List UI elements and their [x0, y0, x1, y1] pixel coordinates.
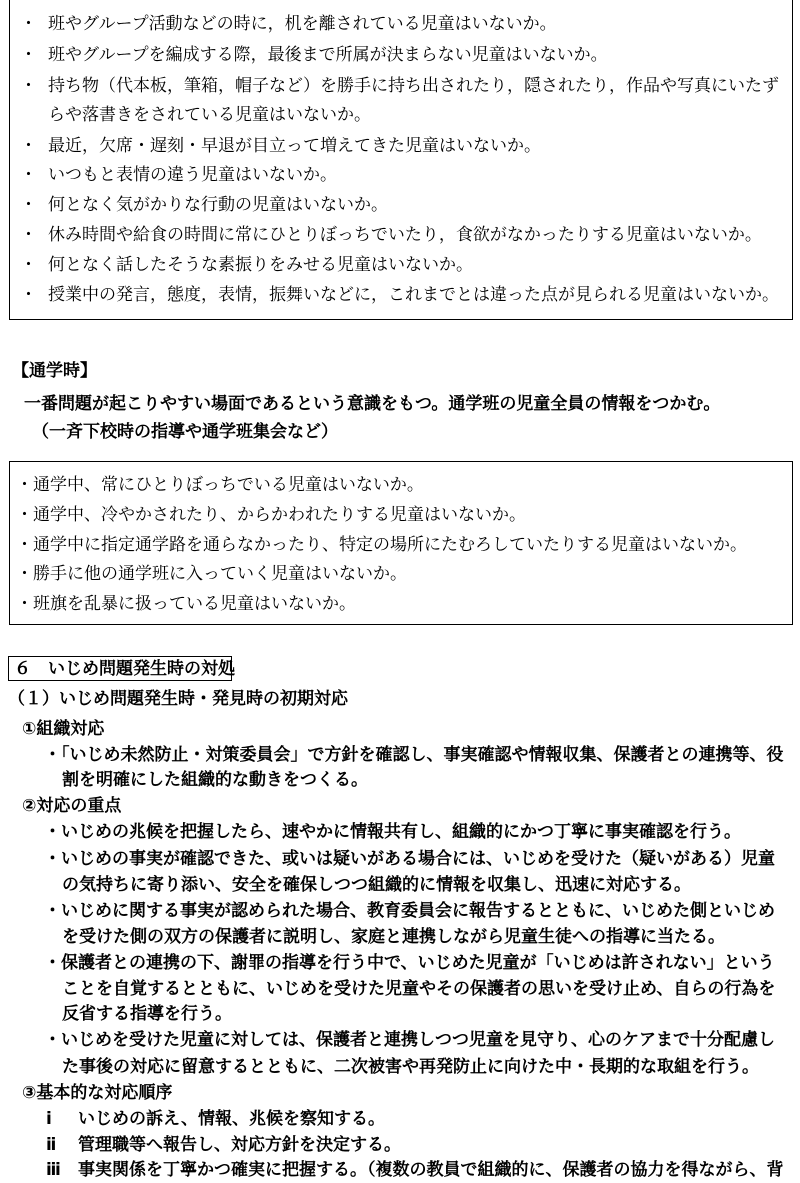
key-point-cont: の気持ちに寄り添い、安全を確保しつつ組織的に情報を収集し、迅速に対応する。 [62, 875, 691, 895]
list-item: 授業中の発言，態度，表情，振舞いなどに，これまでとは違った点が見られる児童はいないか。 [48, 285, 779, 305]
bullet: ・ [20, 165, 37, 185]
list-item: 何となく気がかりな行動の児童はいないか。 [48, 195, 388, 215]
bullet: ・ [20, 76, 37, 96]
commute-item: ・通学中、冷やかされたり、からかわれたりする児童はいないか。 [16, 505, 526, 525]
order-number: ⅰ [46, 1109, 52, 1129]
key-point: ・いじめを受けた児童に対しては、保護者と連携しつつ児童を見守り、心のケアまで十分配慮し [44, 1030, 775, 1050]
list-item-continued: らや落書きをされている児童はいないか。 [48, 105, 371, 125]
bullet: ・ [20, 136, 37, 156]
key-point: ・いじめの兆候を把握したら、速やかに情報共有し、組織的にかつ丁寧に事実確認を行う。 [44, 822, 741, 842]
list-item: 班やグループ活動などの時に，机を離されている児童はいないか。 [48, 14, 557, 34]
section-heading: ６ いじめ問題発生時の対処 [14, 659, 235, 679]
org-response-title: ①組織対応 [22, 719, 105, 739]
commute-item: ・勝手に他の通学班に入っていく児童はいないか。 [16, 564, 407, 584]
key-point-cont: た事後の対応に留意するとともに、二次被害や再発防止に向けた中・長期的な取組を行う。 [62, 1057, 759, 1077]
bullet: ・ [20, 45, 37, 65]
key-point-cont: を受けた側の双方の保護者に説明し、家庭と連携しながら児童生徒への指導に当たる。 [62, 927, 725, 947]
bullet: ・ [20, 14, 37, 34]
subsection-title: （１）いじめ問題発生時・発見時の初期対応 [8, 689, 348, 709]
key-point: ・いじめに関する事実が認められた場合、教育委員会に報告するとともに、いじめた側といじめ [44, 901, 775, 921]
commute-item: ・通学中に指定通学路を通らなかったり、特定の場所にたむろしていたりする児童はいないか。 [16, 535, 747, 555]
key-point-cont: 反省する指導を行う。 [62, 1004, 232, 1024]
list-item: 何となく話したそうな素振りをみせる児童はいないか。 [48, 255, 473, 275]
key-point: ・いじめの事実が確認できた、或いは疑いがある場合には、いじめを受けた（疑いがある）児童 [44, 849, 775, 869]
key-point: ・保護者との連携の下、謝罪の指導を行う中で、いじめた児童が「いじめは許されない」という [44, 953, 775, 973]
order-number: ⅲ [46, 1160, 61, 1180]
order-step: いじめの訴え、情報、兆候を察知する。 [78, 1109, 386, 1129]
commute-note: （一斉下校時の指導や通学班集会など） [32, 422, 338, 442]
list-item: いつもと表情の違う児童はいないか。 [48, 165, 337, 185]
list-item: 休み時間や給食の時間に常にひとりぼっちでいたり，食欲がなかったりする児童はいないか。 [48, 225, 762, 245]
commute-item: ・班旗を乱暴に扱っている児童はいないか。 [16, 594, 356, 614]
list-item: 最近，欠席・遅刻・早退が目立って増えてきた児童はいないか。 [48, 136, 541, 156]
commute-title: 【通学時】 [12, 361, 97, 381]
order-step: 管理職等へ報告し、対応方針を決定する。 [78, 1135, 401, 1155]
commute-item: ・通学中、常にひとりぼっちでいる児童はいないか。 [16, 475, 424, 495]
commute-intro: 一番問題が起こりやすい場面であるという意識をもつ。通学班の児童全員の情報をつかむ。 [24, 394, 721, 414]
org-response-text: ・「いじめ未然防止・対策委員会」で方針を確認し、事実確認や情報収集、保護者との連携等、役 [44, 745, 784, 765]
bullet: ・ [20, 195, 37, 215]
order-title: ③基本的な対応順序 [22, 1083, 173, 1103]
list-item: 持ち物（代本板，筆箱，帽子など）を勝手に持ち出されたり，隠されたり，作品や写真にいたず [48, 76, 779, 96]
bullet: ・ [20, 285, 37, 305]
order-step: 事実関係を丁寧かつ確実に把握する。（複数の教員で組織的に、保護者の協力を得ながら、背 [78, 1160, 784, 1180]
bullet: ・ [20, 255, 37, 275]
bullet: ・ [20, 225, 37, 245]
key-points-title: ②対応の重点 [22, 796, 122, 816]
order-number: ⅱ [46, 1135, 57, 1155]
key-point-cont: ことを自覚するとともに、いじめを受けた児童やその保護者の思いを受け止め、自らの行為を [62, 979, 776, 999]
org-response-text-cont: 割を明確にした組織的な動きをつくる。 [62, 770, 368, 790]
list-item: 班やグループを編成する際，最後まで所属が決まらない児童はいないか。 [48, 45, 608, 65]
